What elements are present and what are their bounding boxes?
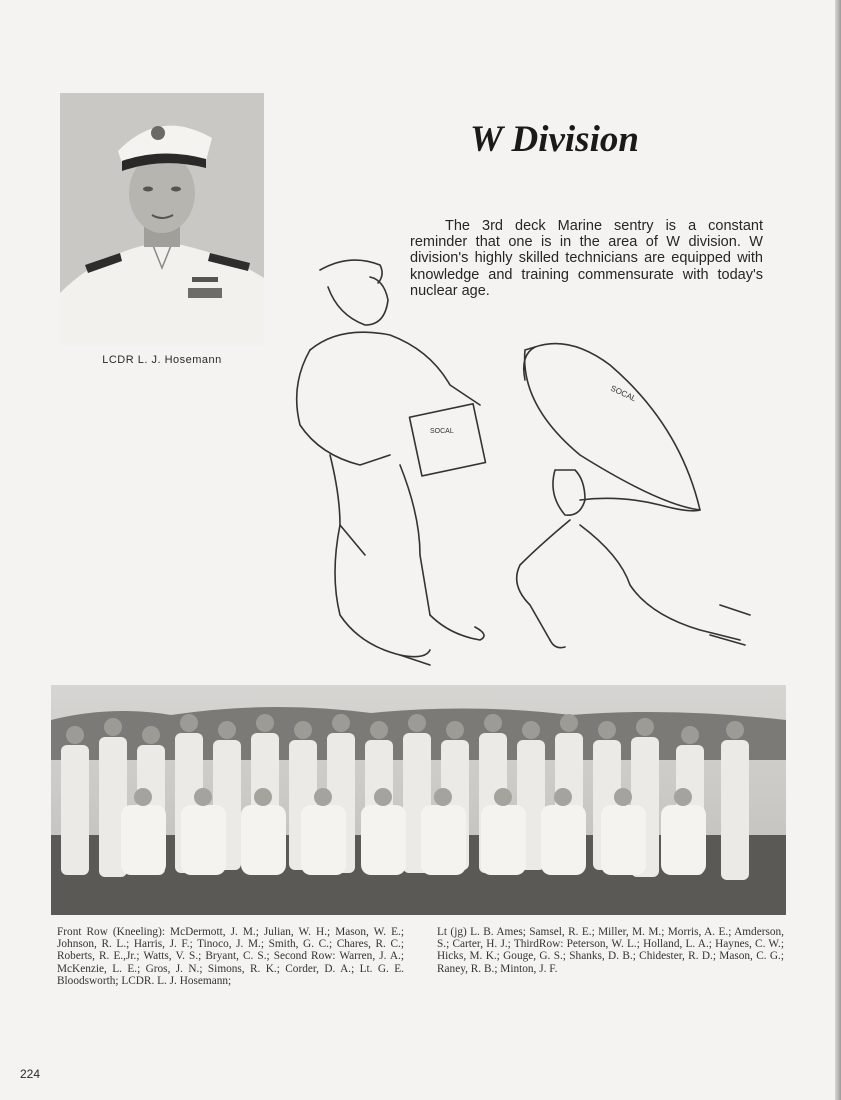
crate xyxy=(409,404,485,476)
sailor-cap xyxy=(320,260,382,283)
page-number: 224 xyxy=(20,1067,41,1081)
intro-paragraph: The 3rd deck Marine sentry is a constant reminder that one is in the area of W division. W division's highly skilled technicians are equipped with knowledge and training commensurate with today's nuclear age. xyxy=(410,218,763,299)
missile xyxy=(525,344,700,510)
officer-caption: LCDR L. J. Hosemann xyxy=(102,354,222,366)
group-photo-drawing xyxy=(51,685,786,915)
sailor-head xyxy=(328,277,388,325)
roster-right-column: Lt (jg) L. B. Ames; Samsel, R. E.; Miller, M. M.; Morris, A. E.; Amderson, S.; Carter, H. J.; ThirdRow: Peterson, W. L.; Holland, L. A.; Haynes, C. W.; Hicks, M. K.; Gouge, G. S.; Shanks, D. B.; Chidester, R. D.; Mason, C. G.; Raney, R. B.; Minton, J. F. xyxy=(437,926,784,975)
officer-portrait-drawing xyxy=(60,93,264,345)
officer-portrait xyxy=(60,93,264,345)
page-title: W Division xyxy=(470,119,639,160)
missile-label: SOCAL xyxy=(609,383,638,404)
roster-left-column: Front Row (Kneeling): McDermott, J. M.; Julian, W. H.; Mason, W. E.; Johnson, R. L.; Harris, J. F.; Tinoco, J. M.; Smith, G. C.; Chares, R. C.; Roberts, R. E.,Jr.; Watts, V. S.; Bryant, C. S.; Second Row: Warren, J. A.; McKenzie, L. E.; Gros, J. N.; Simons, R. K.; Corder, D. A.; Lt. G. E. Bloodsworth; LCDR. L. J. Hosemann; xyxy=(57,926,404,987)
page-edge xyxy=(835,0,841,1100)
division-group-photo xyxy=(51,685,786,915)
crate-label: SOCAL xyxy=(430,428,454,435)
small-sailor-head xyxy=(553,470,585,515)
cartoon-illustration xyxy=(280,255,760,670)
